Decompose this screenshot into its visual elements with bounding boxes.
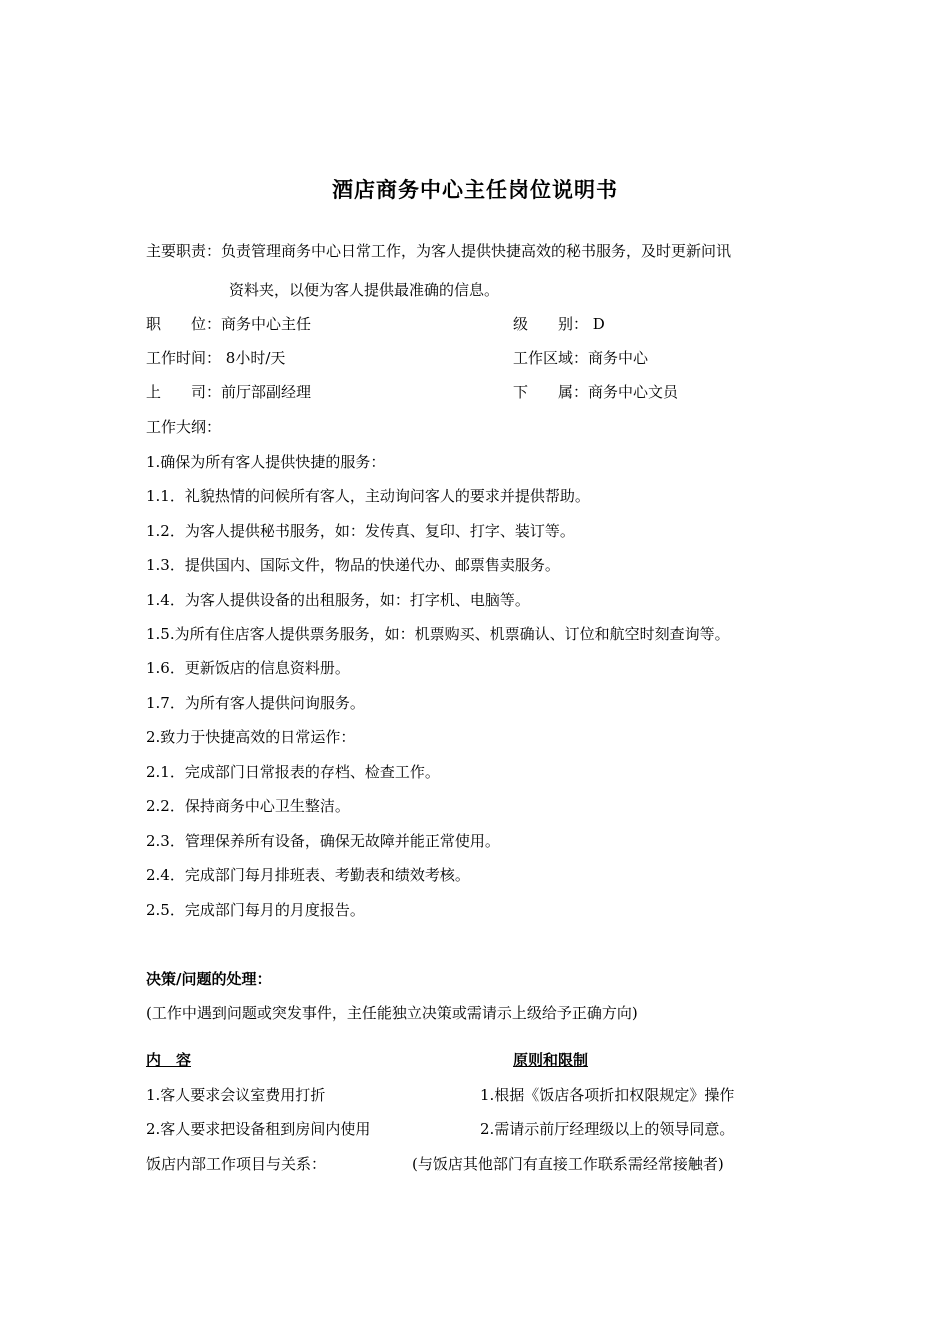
outline-item: 2.5．完成部门每月的月度报告。: [146, 901, 365, 919]
boss-label: 上 司：: [146, 383, 222, 401]
outline-item: 2.3．管理保养所有设备，确保无故障并能正常使用。: [146, 832, 500, 850]
main-duty-line-1: [146, 241, 731, 261]
area-value: 商务中心: [588, 349, 649, 367]
hours-label: 工作时间：: [146, 349, 222, 367]
page-title: 酒店商务中心主任岗位说明书: [332, 178, 618, 202]
outline-item: 2.1．完成部门日常报表的存档、检查工作。: [146, 763, 440, 781]
outline-item: 2.2．保持商务中心卫生整洁。: [146, 797, 350, 815]
level-value: D: [588, 315, 605, 333]
outline-label: 工作大纲：: [146, 418, 222, 436]
decision-row-content: 2.客人要求把设备租到房间内使用: [146, 1120, 371, 1138]
area-label: 工作区域：: [513, 349, 589, 367]
decision-row-content: 1.客人要求会议室费用打折: [146, 1086, 326, 1104]
outline-item: 1.2．为客人提供秘书服务，如：发传真、复印、打字、装订等。: [146, 522, 575, 540]
outline-item: 1.5.为所有住店客人提供票务服务，如：机票购买、机票确认、订位和航空时刻查询等。: [146, 625, 730, 643]
outline-item: 2.4．完成部门每月排班表、考勤表和绩效考核。: [146, 866, 470, 884]
area-row: [513, 348, 648, 368]
level-row: [513, 314, 605, 334]
main-duty-text-1: 负责管理商务中心日常工作，为客人提供快捷高效的秘书服务，及时更新问讯: [221, 242, 732, 260]
boss-value: 前厅部副经理: [221, 383, 312, 401]
position-label: 职 位：: [146, 315, 222, 333]
main-duty-label: 主要职责：: [146, 242, 222, 260]
column-header-content: 内 容: [146, 1051, 192, 1069]
decision-row-principle: 1.根据《饭店各项折扣权限规定》操作: [480, 1086, 735, 1104]
level-label: 级 别：: [513, 315, 589, 333]
boss-row: [146, 382, 311, 402]
outline-item: 1.1．礼貌热情的问候所有客人，主动询问客人的要求并提供帮助。: [146, 487, 590, 505]
internal-relations-note: (与饭店其他部门有直接工作联系需经常接触者): [412, 1155, 724, 1173]
outline-item: 1.7．为所有客人提供问询服务。: [146, 694, 365, 712]
outline-item: 1.确保为所有客人提供快捷的服务：: [146, 453, 386, 471]
hours-value: 8小时/天: [221, 349, 286, 367]
outline-item: 2.致力于快捷高效的日常运作：: [146, 728, 356, 746]
outline-item: 1.4．为客人提供设备的出租服务，如：打字机、电脑等。: [146, 591, 530, 609]
decision-row-principle: 2.需请示前厅经理级以上的领导同意。: [480, 1120, 735, 1138]
decision-heading: 决策/问题的处理：: [146, 970, 272, 988]
main-duty-line-2: 资料夹，以便为客人提供最准确的信息。: [229, 281, 500, 299]
position-value: 商务中心主任: [221, 315, 312, 333]
subordinate-row: [513, 382, 678, 402]
position-row: [146, 314, 311, 334]
subordinate-label: 下 属：: [513, 383, 589, 401]
hours-row: [146, 348, 285, 368]
subordinate-value: 商务中心文员: [588, 383, 679, 401]
outline-item: 1.3．提供国内、国际文件，物品的快递代办、邮票售卖服务。: [146, 556, 560, 574]
decision-note: (工作中遇到问题或突发事件，主任能独立决策或需请示上级给予正确方向): [146, 1004, 638, 1022]
outline-item: 1.6．更新饭店的信息资料册。: [146, 659, 350, 677]
internal-relations-label: 饭店内部工作项目与关系：: [146, 1155, 327, 1173]
column-header-principle: 原则和限制: [513, 1051, 589, 1069]
